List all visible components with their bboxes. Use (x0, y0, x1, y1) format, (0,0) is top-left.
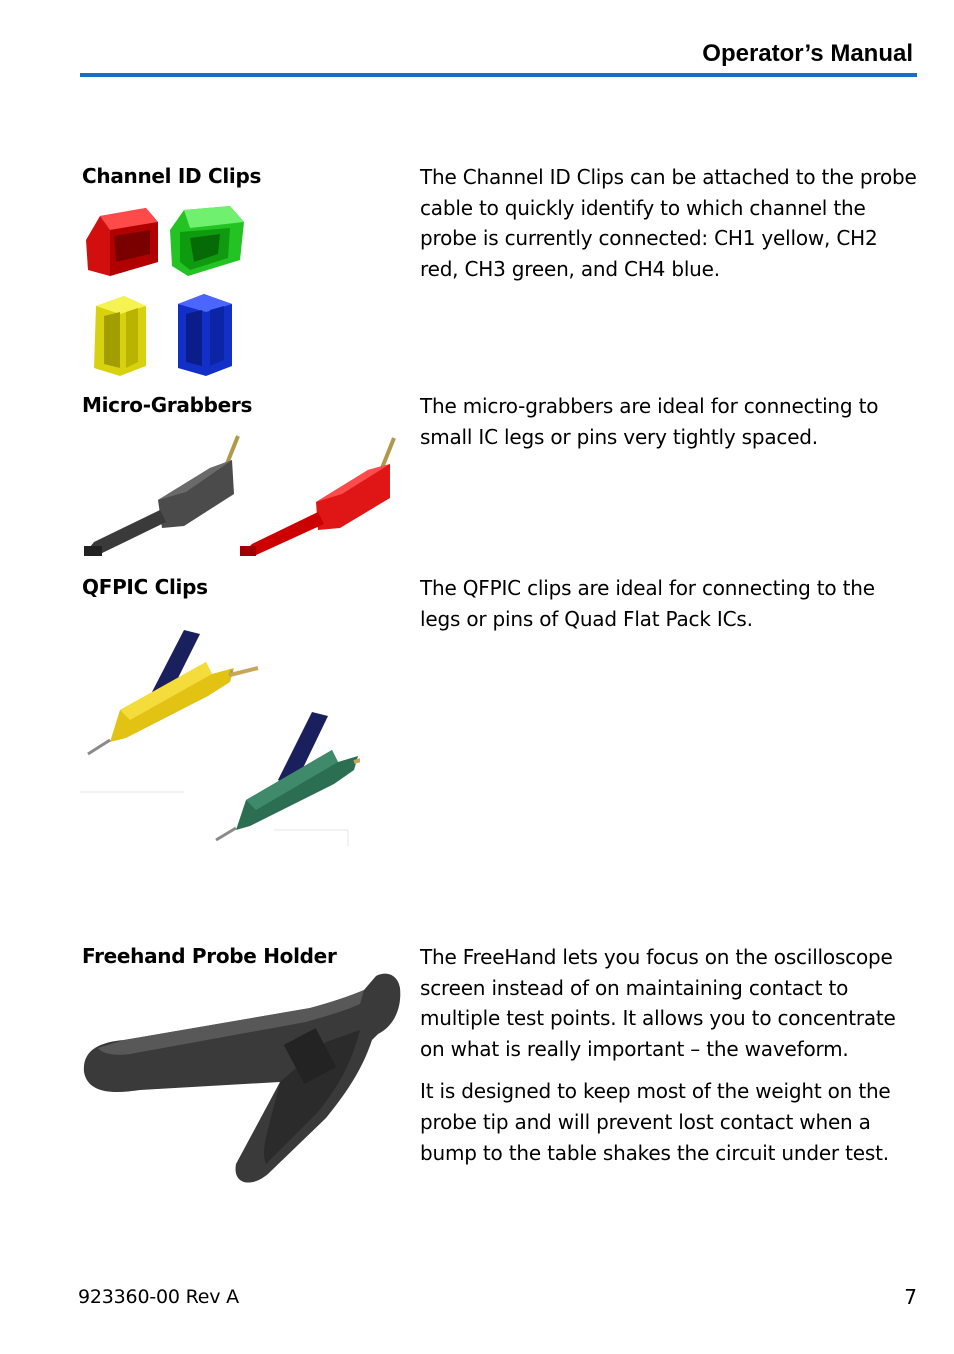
yellow-clip-image (94, 296, 146, 376)
page-number: 7 (904, 1285, 917, 1309)
paragraph: The micro-grabbers are ideal for connecting to small IC legs or pins very tightly spaced. (420, 394, 879, 449)
section-description (420, 162, 920, 296)
header-title: Operator’s Manual (702, 40, 913, 67)
section-title: Freehand Probe Holder (82, 944, 337, 968)
green-qfpic-clip-image (216, 712, 360, 840)
paragraph: The QFPIC clips are ideal for connecting to the legs or pins of Quad Flat Pack ICs. (420, 576, 875, 631)
qfpic-clips-image (80, 620, 360, 846)
footer-doc-number: 923360-00 Rev A (78, 1286, 239, 1308)
green-clip-image (170, 206, 244, 276)
red-micro-grabber-image (240, 438, 394, 556)
section-title: Micro-Grabbers (82, 393, 253, 417)
blue-clip-image (178, 294, 232, 376)
freehand-probe-holder-image (80, 968, 406, 1190)
black-micro-grabber-image (84, 436, 238, 556)
probe-holder-image (84, 974, 400, 1183)
paragraph: The Channel ID Clips can be attached to the probe cable to quickly identify to which channel the probe is currently connected: CH1 yellow, CH2 red, CH3 green, and CH4 blue. (420, 165, 917, 281)
yellow-qfpic-clip-image (88, 630, 258, 754)
paragraph: The FreeHand lets you focus on the oscilloscope screen instead of on maintaining contact to multiple test points. It allows you to concentrate on what is really important – the waveform. (420, 945, 896, 1061)
section-description (420, 391, 920, 464)
channel-id-clips-image (80, 200, 250, 380)
section-title: Channel ID Clips (82, 164, 262, 188)
section-description (420, 942, 920, 1180)
red-clip-image (86, 208, 158, 276)
micro-grabbers-image (80, 430, 400, 562)
section-title: QFPIC Clips (82, 575, 208, 599)
section-description (420, 573, 920, 646)
paragraph: It is designed to keep most of the weight on the probe tip and will prevent lost contact when a bump to the table shakes the circuit under test. (420, 1079, 891, 1165)
header-rule (80, 73, 917, 77)
